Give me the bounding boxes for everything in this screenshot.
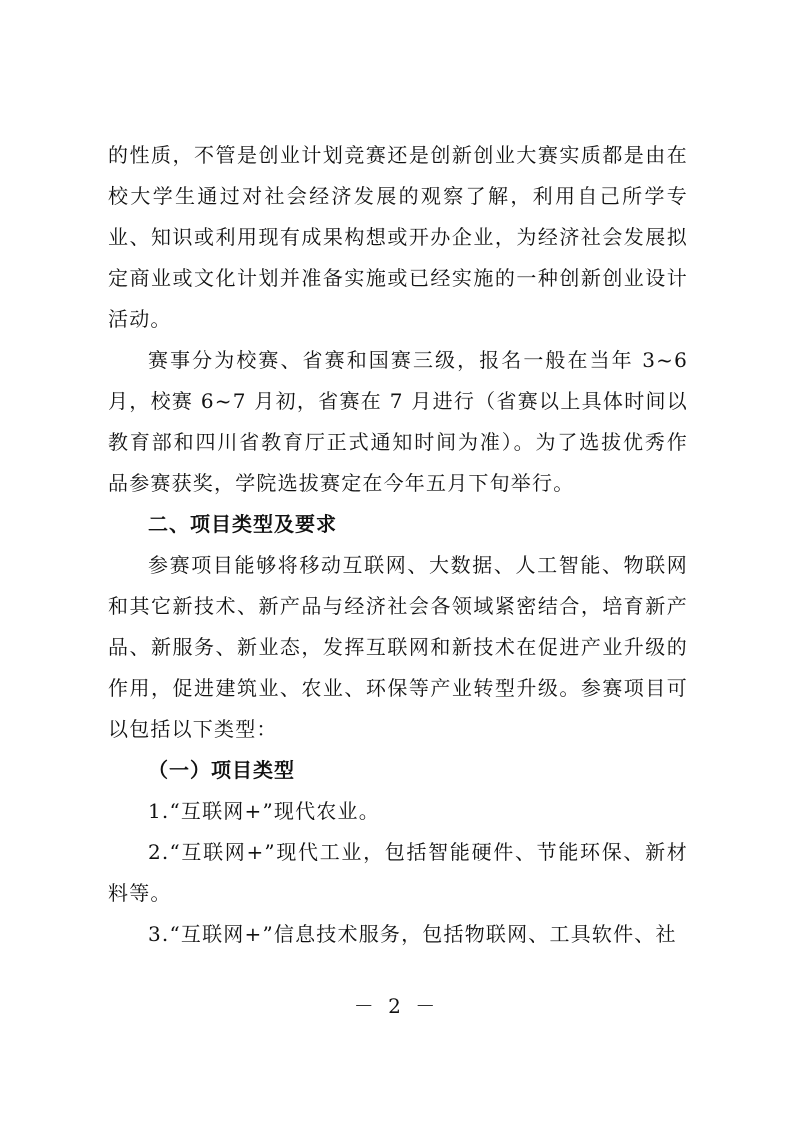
paragraph-project-requirements: 参赛项目能够将移动互联网、大数据、人工智能、物联网和其它新技术、新产品与经济社会各领域紧密结合，培育新产品、新服务、新业态，发挥互联网和新技术在促进产业升级的作用，促进建筑业、农业、环保等产业转型升级。参赛项目可以包括以下类型： xyxy=(108,553,688,741)
paragraph-competition-schedule: 赛事分为校赛、省赛和国赛三级，报名一般在当年 3~6 月，校赛 6~7 月初，省赛在 7 月进行（省赛以上具体时间以教育部和四川省教育厅正式通知时间为准）。为了选拔优秀作品参赛获奖，学院选拔赛定在今年五月下旬举行。 xyxy=(108,348,688,495)
section-heading-project-types: 二、项目类型及要求 xyxy=(148,512,337,536)
paragraph-nature-of-competition: 的性质，不管是创业计划竞赛还是创新创业大赛实质都是由在校大学生通过对社会经济发展的观察了解，利用自己所学专业、知识或利用现有成果构想或开办企业，为经济社会发展拟定商业或文化计划并准备实施或已经实施的一种创新创业设计活动。 xyxy=(108,143,688,331)
list-item-it-services: 3.“互联网+”信息技术服务，包括物联网、工具软件、社 xyxy=(148,922,677,946)
document-body xyxy=(108,135,688,955)
page-number: － 2 － xyxy=(353,994,440,1018)
list-item-agriculture: 1.“互联网+”现代农业。 xyxy=(148,799,380,823)
list-item-industry: 2.“互联网+”现代工业，包括智能硬件、节能环保、新材料等。 xyxy=(108,840,688,905)
subsection-heading-project-types: （一）项目类型 xyxy=(148,758,295,782)
